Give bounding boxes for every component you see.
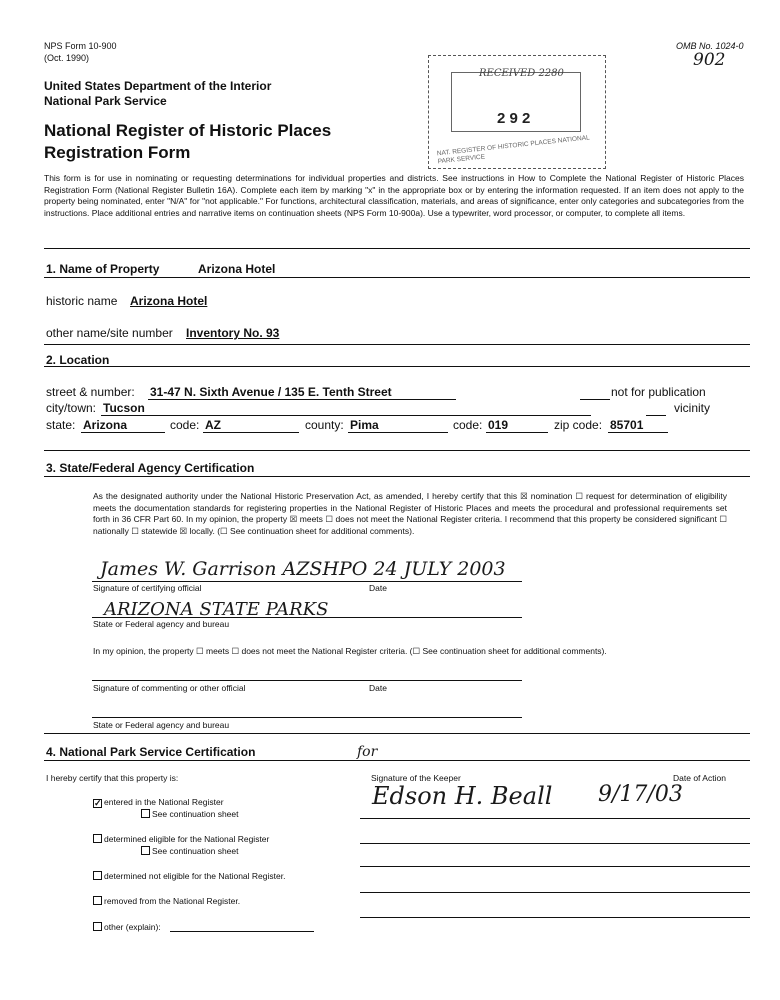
historic-name-value: Arizona Hotel (130, 294, 208, 308)
checkbox-other[interactable] (93, 922, 102, 931)
option-entered[interactable] (93, 797, 224, 808)
agency-bureau-label-2: State or Federal agency and bureau (93, 720, 230, 730)
certify-text: I hereby certify that this property is: (46, 773, 179, 783)
street-value: 31-47 N. Sixth Avenue / 135 E. Tenth Street (150, 385, 392, 399)
checkbox-removed[interactable] (93, 896, 102, 905)
stamp-received: RECEIVED 2280 (479, 68, 564, 79)
section3-heading: 3. State/Federal Agency Certification (46, 461, 255, 475)
not-for-publication: not for publication (611, 385, 706, 399)
checkbox-eligible[interactable] (93, 834, 102, 843)
certification-text: As the designated authority under the National Historic Preservation Act, as amended, I hereby certify that this ☒ nomination ☐ request for determination of eligibility meets the documentation standards for registering properties in the National Register of Historic Places and meets the procedural and professional requirements set forth in 36 CFR Part 60. In my opinion, the property ☒ meets ☐ does not meet the National Register criteria. I recommend that this property be considered significant ☐ nationally ☐ statewide ☒ locally. (☐ See continuation sheet for additional comments). (93, 491, 727, 536)
form-date: (Oct. 1990) (44, 53, 90, 63)
section4-heading: 4. National Park Service Certification (46, 745, 256, 759)
historic-name-label: historic name (46, 294, 118, 308)
section2-heading: 2. Location (46, 353, 110, 367)
section1-heading-value: Arizona Hotel (198, 262, 276, 276)
zip-label: zip code: (554, 418, 603, 432)
certifying-signature: James W. Garrison AZSHPO 24 JULY 2003 (100, 558, 506, 580)
county-code-value: 019 (488, 418, 509, 432)
other-name-value: Inventory No. 93 (186, 326, 280, 340)
option-eligible[interactable] (93, 834, 269, 844)
commenting-date-label: Date (369, 683, 387, 693)
omb-number: OMB No. 1024-0 (676, 41, 744, 51)
certifying-date-label: Date (369, 583, 387, 593)
agency-line-2: National Park Service (44, 94, 167, 108)
stamp-bottom-text: NAT. REGISTER OF HISTORIC PLACES NATIONAL PARK SERVICE (436, 134, 590, 166)
continuation-entered[interactable] (141, 809, 238, 819)
street-label: street & number: (46, 385, 135, 399)
stamp-number: 2 9 2 (497, 110, 531, 127)
state-label: state: (46, 418, 76, 432)
state-code-value: AZ (205, 418, 221, 432)
option-other-label: other (explain): (104, 922, 161, 932)
checkbox-continuation-2[interactable] (141, 846, 150, 855)
continuation-eligible[interactable] (141, 846, 238, 856)
county-label: county: (305, 418, 344, 432)
city-value: Tucson (103, 401, 145, 415)
continuation-label-2: See continuation sheet (152, 846, 239, 856)
state-code-label: code: (170, 418, 200, 432)
state-value: Arizona (83, 418, 128, 432)
page-subtitle: Registration Form (44, 143, 191, 162)
agency-bureau-handwritten: ARIZONA STATE PARKS (104, 599, 329, 620)
date-of-action-label: Date of Action (673, 773, 726, 783)
vicinity-label: vicinity (674, 401, 711, 415)
agency-line-1: United States Department of the Interior (44, 79, 272, 93)
commenting-official-label: Signature of commenting or other official (93, 683, 246, 693)
county-value: Pima (350, 418, 379, 432)
other-name-label: other name/site number (46, 326, 173, 340)
keeper-label: Signature of the Keeper (371, 773, 461, 783)
continuation-label-1: See continuation sheet (152, 809, 239, 819)
option-eligible-label: determined eligible for the National Register (104, 834, 270, 844)
agency-bureau-label: State or Federal agency and bureau (93, 619, 230, 629)
instructions-text: This form is for use in nominating or requesting determinations for individual properties and districts. See instructions in How to Complete the National Register of Historic Places Registration Form (National Register Bulletin 16A). Complete each item by marking "x" in the appropriate box or by entering the information requested. If an item does not apply to the property being nominated, enter "N/A" for "not applicable." For functions, architectural classification, materials, and areas of significance, enter only categories and subcategories from the instructions. Place additional entries and narrative items on continuation sheets (NPS Form 10-900a). Use a typewriter, word processor, or computer, to complete all items. (44, 173, 744, 218)
county-code-label: code: (453, 418, 483, 432)
section1-heading: 1. Name of Property (46, 262, 160, 276)
option-not-eligible[interactable] (93, 871, 285, 881)
omb-handwritten: 902 (693, 50, 726, 70)
certifying-official-label: Signature of certifying official (93, 583, 202, 593)
option-other[interactable] (93, 922, 161, 932)
option-removed-label: removed from the National Register. (104, 896, 241, 906)
option-not-eligible-label: determined not eligible for the National Register. (104, 871, 286, 881)
option-entered-label: entered in the National Register (104, 797, 224, 807)
keeper-date: 9/17/03 (598, 782, 683, 807)
city-label: city/town: (46, 401, 97, 415)
received-stamp (428, 55, 606, 169)
keeper-signature: Edson H. Beall (372, 782, 553, 810)
form-number: NPS Form 10-900 (44, 41, 117, 51)
keeper-for: for (357, 744, 378, 760)
checkbox-continuation-1[interactable] (141, 809, 150, 818)
option-removed[interactable] (93, 896, 240, 906)
checkbox-not-eligible[interactable] (93, 871, 102, 880)
zip-value: 85701 (610, 418, 644, 432)
page-title: National Register of Historic Places (44, 121, 332, 140)
opinion-text: In my opinion, the property ☐ meets ☐ does not meet the National Register criteria. (☐ See continuation sheet for additional comments). (93, 646, 607, 656)
checkbox-entered[interactable]: ✓ (94, 798, 102, 808)
